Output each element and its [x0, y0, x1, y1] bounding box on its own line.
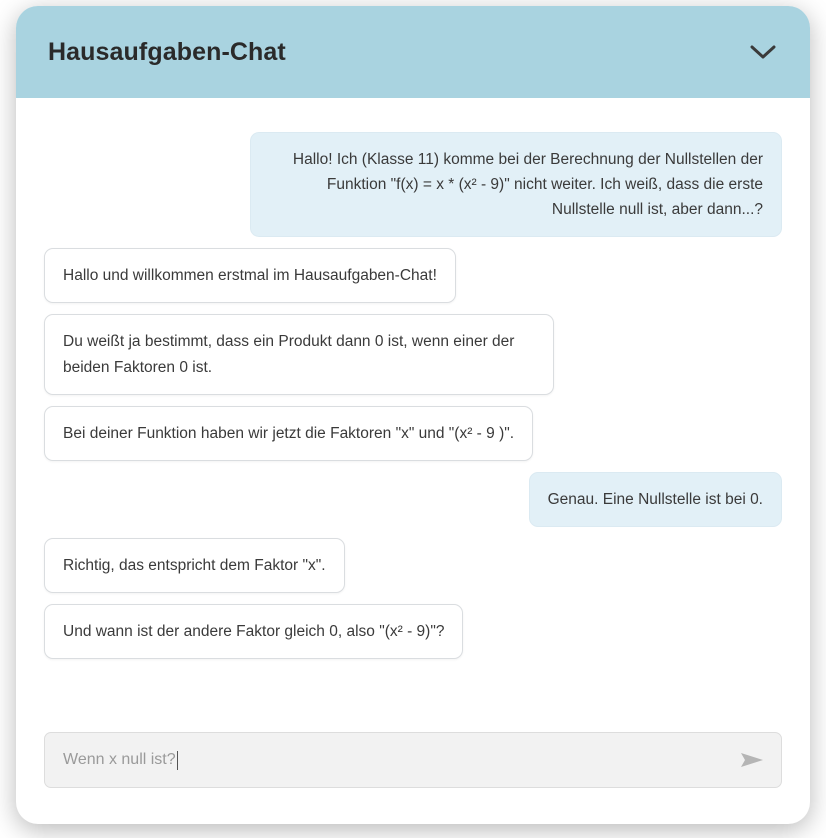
- chat-window: [16, 6, 810, 824]
- text-caret: [177, 751, 178, 770]
- message-row: [44, 472, 782, 527]
- message-row: [44, 132, 782, 237]
- message-row: [44, 314, 782, 394]
- message-row: [44, 406, 782, 461]
- page-title: Hausaufgaben-Chat: [48, 37, 286, 66]
- message-row: [44, 604, 782, 659]
- message-row: [44, 248, 782, 303]
- bot-message-bubble: Du weißt ja bestimmt, dass ein Produkt dann 0 ist, wenn einer der beiden Faktoren 0 ist.: [44, 314, 554, 394]
- bot-message-bubble: Bei deiner Funktion haben wir jetzt die Faktoren "x" und "(x² - 9 )".: [44, 406, 533, 461]
- message-input[interactable]: [44, 732, 782, 788]
- user-message-bubble: Hallo! Ich (Klasse 11) komme bei der Berechnung der Nullstellen der Funktion "f(x) = x * (x² - 9)" nicht weiter. Ich weiß, dass die erste Nullstelle null ist, aber dann...?: [250, 132, 782, 237]
- bot-message-bubble: Und wann ist der andere Faktor gleich 0, also "(x² - 9)"?: [44, 604, 463, 659]
- send-arrow-icon[interactable]: [737, 745, 767, 775]
- message-row: [44, 538, 782, 593]
- chat-composer: [16, 714, 810, 824]
- message-list: [16, 98, 810, 714]
- chat-header: [16, 6, 810, 98]
- bot-message-bubble: Richtig, das entspricht dem Faktor "x".: [44, 538, 345, 593]
- chevron-down-icon[interactable]: [746, 35, 780, 69]
- user-message-bubble: Genau. Eine Nullstelle ist bei 0.: [529, 472, 782, 527]
- message-input-value: Wenn x null ist?: [63, 751, 176, 768]
- bot-message-bubble: Hallo und willkommen erstmal im Hausaufgaben-Chat!: [44, 248, 456, 303]
